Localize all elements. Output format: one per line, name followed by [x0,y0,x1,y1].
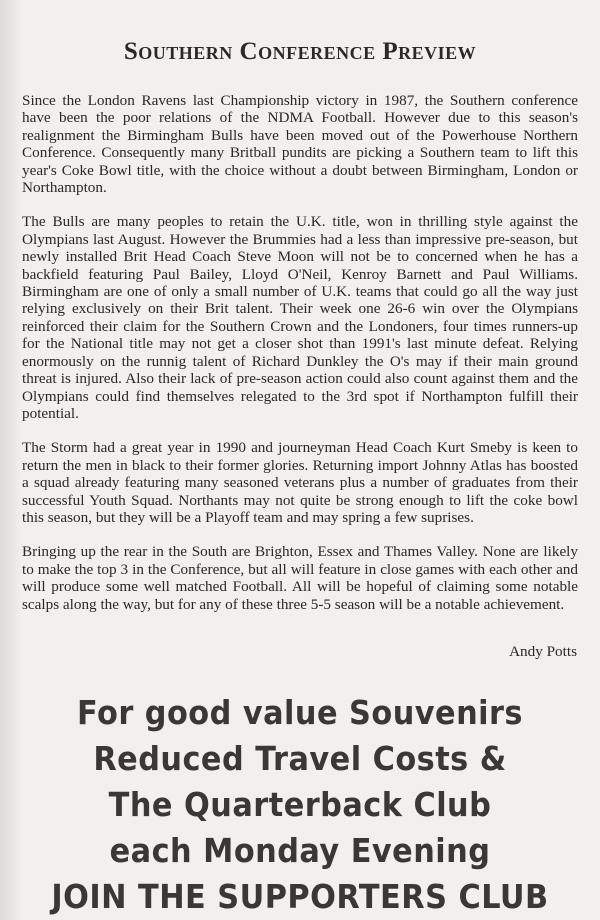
article-paragraph: The Bulls are many peoples to retain the U.K. title, won in thrilling style against the Olympians last August. However the Brummies had a less than impressive pre-season, but newly installed Brit Head Coach Steve Moon will not be to concerned when he has a backfield featuring Paul Bailey, Lloyd O'Neil, Kenroy Barnett and Paul Williams. Birmingham are one of only a small number of U.K. teams that could go all the way just relying exclusively on their Brit talent. Their week one 26-6 win over the Olympians reinforced their claim for the Southern Crown and the Londoners, four times runners-up for the National title may not get a closer shot than 1991's last minute defeat. Relying enormously on the runnig talent of Richard Dunkley the O's may if their main ground threat is injured. Also their lack of pre-season action could also count against them and the Olympians could find themselves relegated to the 3rd spot if Northampton fulfill their potential. [22,213,578,422]
article-title: Southern Conference Preview [123,38,477,65]
article-body [22,92,578,630]
article-byline: Andy Potts [509,643,577,660]
advert-line: For good value Souvenirs [77,693,523,732]
article-paragraph: Since the London Ravens last Championship victory in 1987, the Southern conference have been the poor relations of the NDMA Football. However due to this season's realignment the Birmingham Bulls have been moved out of the Powerhouse Northern Conference. Consequently many Britball pundits are picking a Southern team to lift this year's Coke Bowl title, with the choice without a doubt between Birmingham, London or Northampton. [22,92,578,197]
advert-line: each Monday Evening [109,831,491,870]
advert-line: The Quarterback Club [108,785,492,824]
advert-line: Reduced Travel Costs & [93,739,507,778]
article-paragraph: Bringing up the rear in the South are Brighton, Essex and Thames Valley. None are likely to make the top 3 in the Conference, but all will feature in close games with each other and will produce some well matched Football. All will be hopeful of claiming some notable scalps along the way, but for any of these three 5-5 season will be a notable achievement. [22,543,578,613]
supporters-club-advert [0,690,600,920]
article-paragraph: The Storm had a great year in 1990 and journeyman Head Coach Kurt Smeby is keen to return the men in black to their former glories. Returning import Johnny Atlas has boosted a squad already featuring many seasoned veterans plus a number of graduates from their successful Youth Squad. Northants may not quite be strong enough to lift the coke bowl this season, but they will be a Playoff team and may spring a few suprises. [22,439,578,526]
advert-line: JOIN THE SUPPORTERS CLUB [51,877,549,916]
